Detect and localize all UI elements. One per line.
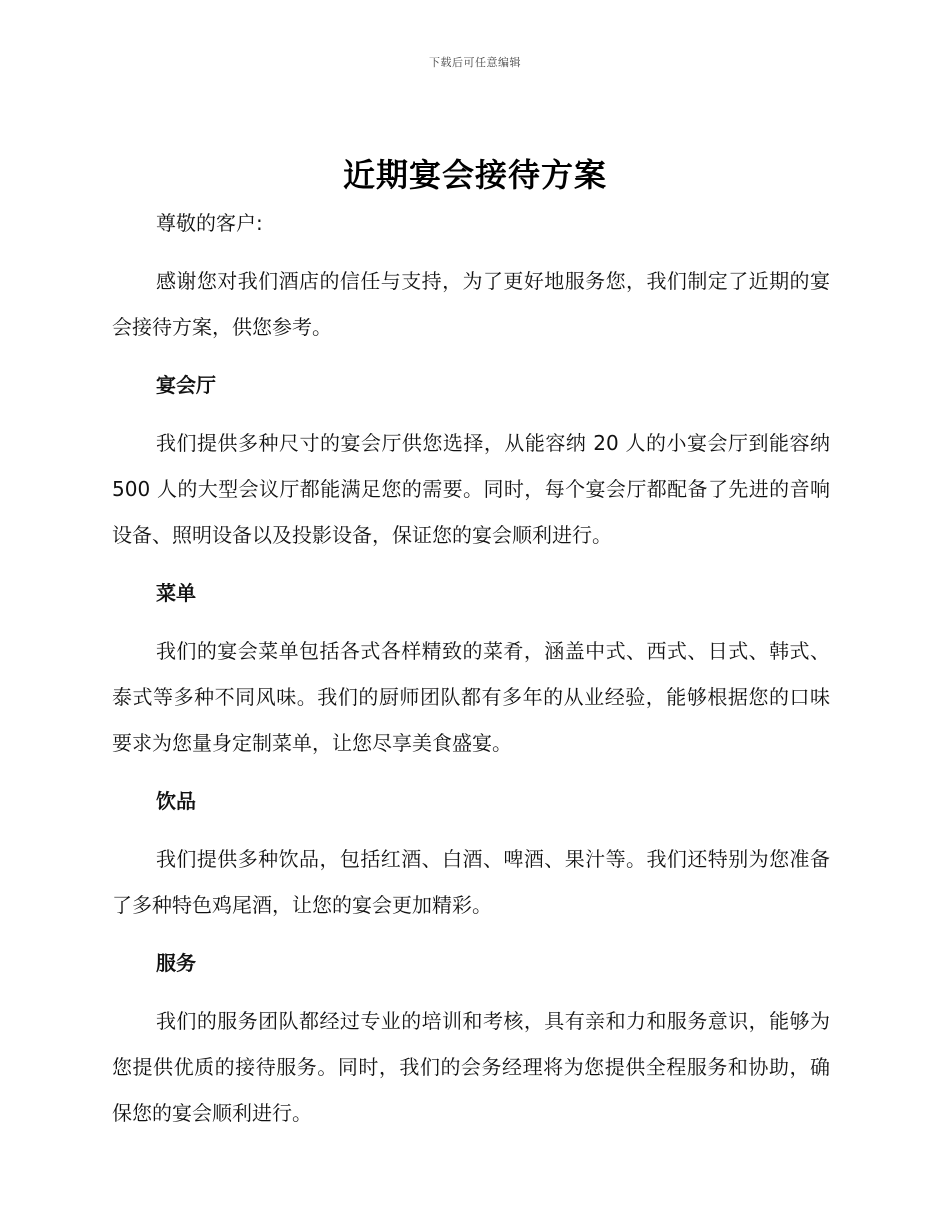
section-heading-service: 服务 [156, 951, 196, 975]
section-body-drinks: 我们提供多种饮品，包括红酒、白酒、啤酒、果汁等。我们还特别为您准备了多种特色鸡尾酒，让您的宴会更加精彩。 [112, 847, 830, 917]
salutation: 尊敬的客户: [156, 211, 263, 235]
section-body-menu: 我们的宴会菜单包括各式各样精致的菜肴，涵盖中式、西式、日式、韩式、泰式等多种不同风味。我们的厨师团队都有多年的从业经验，能够根据您的口味要求为您量身定制菜单，让您尽享美食盛宴。 [112, 639, 830, 755]
section-heading-drinks: 饮品 [156, 789, 196, 813]
section-heading-banquet-hall: 宴会厅 [156, 373, 216, 397]
section-body-service: 我们的服务团队都经过专业的培训和考核，具有亲和力和服务意识，能够为您提供优质的接待服务。同时，我们的会务经理将为您提供全程服务和协助，确保您的宴会顺利进行。 [112, 1009, 830, 1125]
document-title: 近期宴会接待方案 [342, 156, 607, 194]
section-body-banquet-hall: 我们提供多种尺寸的宴会厅供您选择，从能容纳 20 人的小宴会厅到能容纳 500 人的大型会议厅都能满足您的需要。同时，每个宴会厅都配备了先进的音响设备、照明设备以及投影设备，保证您的宴会顺利进行。 [112, 431, 830, 547]
page-header-note: 下载后可任意编辑 [429, 56, 521, 69]
section-heading-menu: 菜单 [156, 581, 196, 605]
intro-paragraph: 感谢您对我们酒店的信任与支持，为了更好地服务您，我们制定了近期的宴会接待方案，供您参考。 [112, 269, 830, 339]
document-body [112, 200, 830, 1148]
